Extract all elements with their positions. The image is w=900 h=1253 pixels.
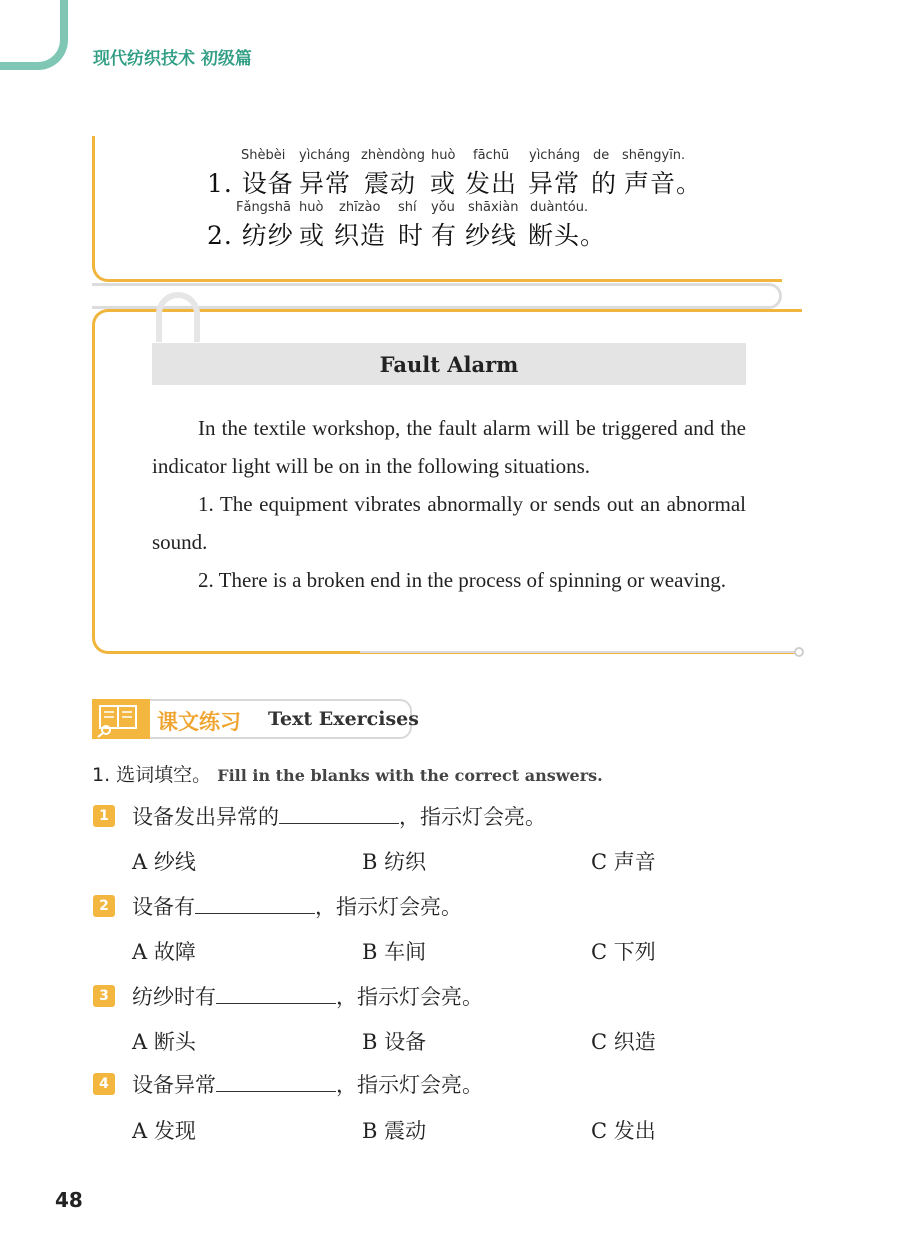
answer-blank[interactable] (195, 893, 315, 914)
question-1-heading (92, 760, 603, 787)
answer-blank[interactable] (216, 983, 336, 1004)
s1-w2: 异常 (299, 169, 352, 198)
item-number-3: 3 (93, 985, 115, 1007)
s2-w3: 织造 (334, 221, 387, 250)
stem-before: 纺纱时有 (132, 985, 216, 1009)
item-number-4: 4 (93, 1073, 115, 1095)
header-corner-decoration (0, 0, 68, 70)
item-4-stem (132, 1069, 483, 1099)
item-number-2: 2 (93, 895, 115, 917)
book-magnifier-icon (92, 699, 150, 739)
translation-text (152, 409, 746, 599)
s1-w4: 或 (430, 169, 457, 198)
answer-blank[interactable] (216, 1071, 336, 1092)
item-1-option-c: C 声音 (591, 850, 656, 874)
answer-blank[interactable] (279, 803, 399, 824)
s2-w5: 有 (431, 221, 458, 250)
s2-w2: 或 (299, 221, 326, 250)
stem-before: 设备有 (132, 895, 195, 919)
s1-w1: 1. 设备 (207, 169, 294, 198)
item-2-option-c: C 下列 (591, 940, 656, 964)
pinyin-word: fāchū (473, 148, 510, 163)
s1-w8: 声音。 (624, 169, 703, 198)
item-2-option-a: A 故障 (132, 940, 196, 964)
s1-w5: 发出 (465, 169, 518, 198)
pinyin-word: yìcháng (529, 148, 581, 163)
stem-before: 设备异常 (132, 1073, 216, 1097)
item-4-option-c: C 发出 (591, 1119, 656, 1143)
exercises-title-en: Text Exercises (268, 708, 419, 730)
pinyin-word: Shèbèi (241, 148, 286, 163)
s2-p4: shí (398, 200, 417, 215)
stem-before: 设备发出异常的 (132, 805, 279, 829)
item-3-stem (132, 981, 483, 1011)
stem-after: ，指示灯会亮。 (336, 1073, 483, 1097)
translation-title: Fault Alarm (152, 343, 746, 385)
frame-end-line (360, 651, 796, 653)
pinyin-word: yìcháng (299, 148, 351, 163)
question-1-instruction: Fill in the blanks with the correct answers. (217, 766, 603, 785)
translation-paragraph-1: In the textile workshop, the fault alarm will be triggered and the indicator light will be on in the following situations. (152, 416, 746, 478)
s2-p5: yǒu (431, 200, 455, 215)
hook-decoration (156, 292, 200, 342)
item-4-option-b: B 震动 (362, 1119, 427, 1143)
item-1-option-b: B 纺织 (362, 850, 427, 874)
stem-after: ，指示灯会亮。 (315, 895, 462, 919)
s2-w7: 断头。 (528, 221, 607, 250)
s1-w6: 异常 (528, 169, 581, 198)
exercises-title-zh: 课文练习 (157, 710, 241, 734)
stem-after: ，指示灯会亮。 (399, 805, 546, 829)
s2-p7: duàntóu. (530, 200, 589, 215)
item-2-stem (132, 891, 462, 921)
question-1-label: 1. 选词填空。 (92, 764, 212, 786)
s2-p1: Fǎngshā (236, 200, 291, 215)
s2-w6: 纱线 (465, 221, 518, 250)
item-3-option-a: A 断头 (132, 1030, 196, 1054)
s2-w1: 2. 纺纱 (207, 221, 294, 250)
stem-after: ，指示灯会亮。 (336, 985, 483, 1009)
item-1-stem (132, 801, 546, 831)
s2-p6: shāxiàn (468, 200, 519, 215)
page-number: 48 (55, 1188, 83, 1212)
translation-paragraph-3: 2. There is a broken end in the process of spinning or weaving. (198, 568, 726, 592)
s2-w4: 时 (398, 221, 425, 250)
item-3-option-c: C 织造 (591, 1030, 656, 1054)
s2-p2: huò (299, 200, 324, 215)
pinyin-word: de (593, 148, 610, 163)
s2-p3: zhīzào (339, 200, 381, 215)
item-4-option-a: A 发现 (132, 1119, 196, 1143)
pinyin-word: shēngyīn. (622, 148, 686, 163)
frame-end-dot (794, 647, 804, 657)
s1-w3: 震动 (364, 169, 417, 198)
pinyin-word: huò (431, 148, 456, 163)
item-1-option-a: A 纱线 (132, 850, 196, 874)
item-3-option-b: B 设备 (362, 1030, 427, 1054)
book-title: 现代纺织技术 初级篇 (93, 49, 252, 69)
item-number-1: 1 (93, 805, 115, 827)
pinyin-word: zhèndòng (361, 148, 425, 163)
s1-w7: 的 (591, 169, 618, 198)
translation-paragraph-2: 1. The equipment vibrates abnormally or sends out an abnormal sound. (152, 492, 746, 554)
item-2-option-b: B 车间 (362, 940, 427, 964)
